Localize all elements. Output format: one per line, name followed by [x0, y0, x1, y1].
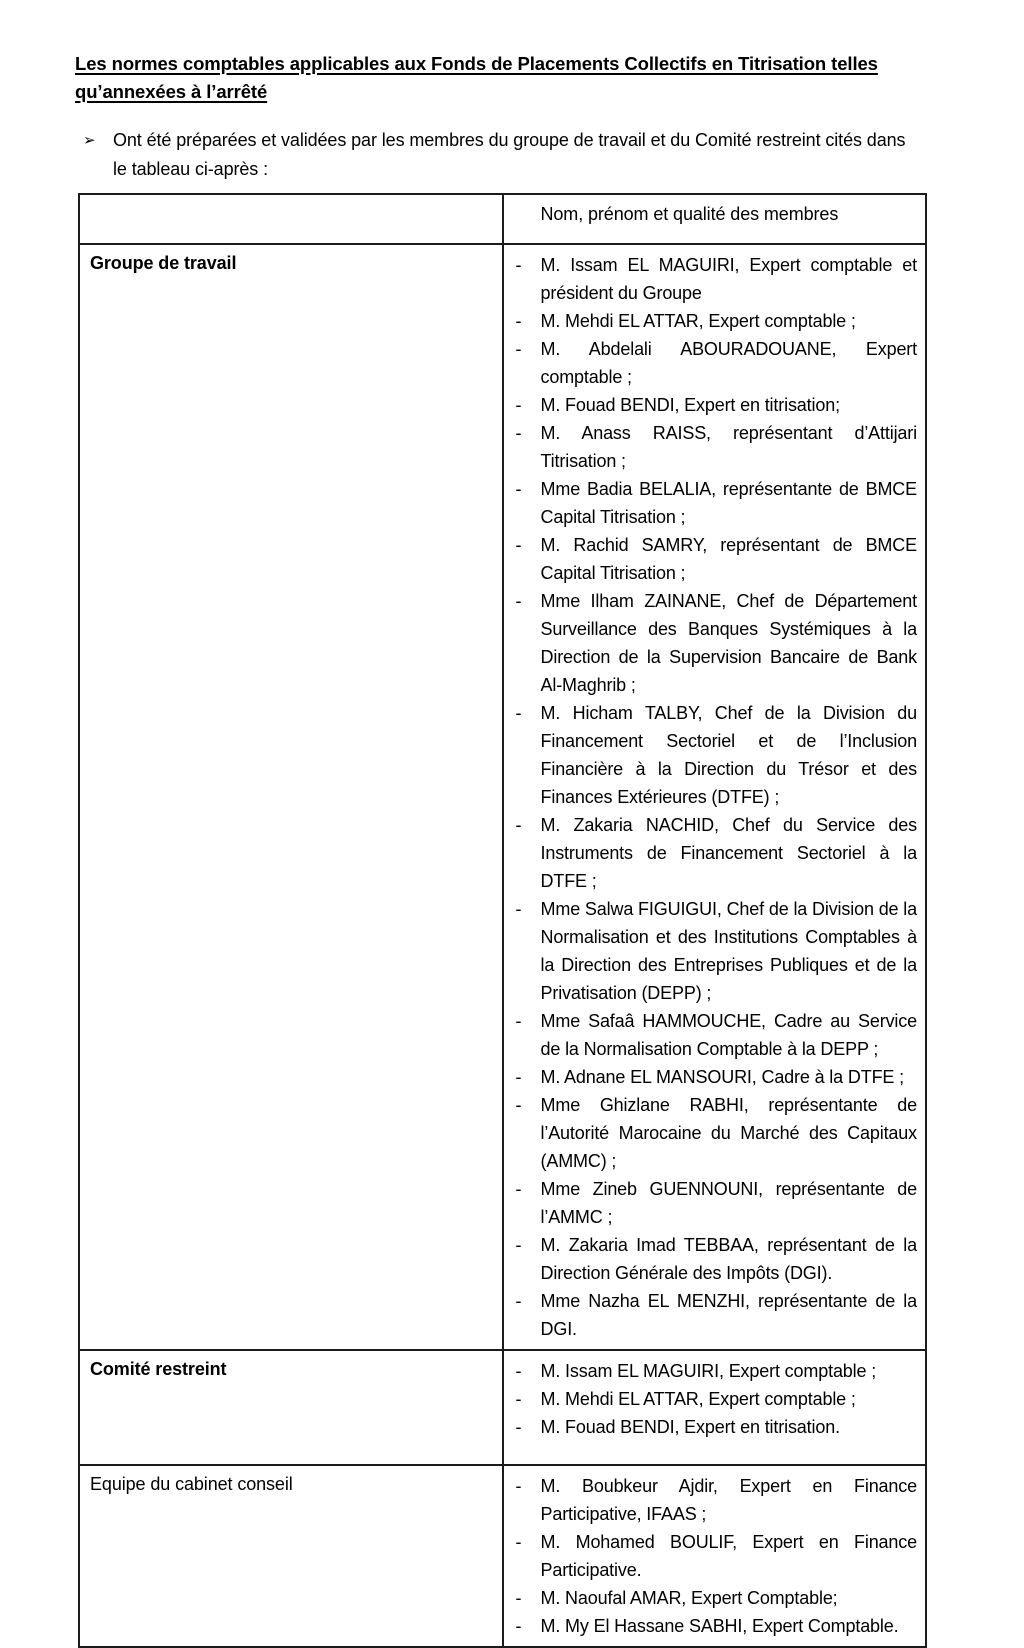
members-cell-equipe-cabinet-conseil	[503, 1465, 927, 1647]
member-item: - Mme Salwa FIGUIGUI, Chef de la Division de la Normalisation et des Institutions Comptables à la Direction des Entreprises Publiques et de la Privatisation (DEPP) ;	[504, 895, 918, 1007]
member-item: - M. Anass RAISS, représentant d’Attijari Titrisation ;	[504, 419, 918, 475]
member-list-equipe-cabinet-conseil	[504, 1472, 918, 1640]
table-row-comite-restreint	[79, 1350, 926, 1465]
members-cell-groupe-de-travail	[503, 244, 927, 1350]
members-table	[78, 193, 927, 1648]
member-item: - M. Fouad BENDI, Expert en titrisation.	[504, 1413, 918, 1441]
intro-bullet-paragraph	[75, 126, 920, 184]
intro-bullet-text: Ont été préparées et validées par les membres du groupe de travail et du Comité restreint cités dans le tableau ci-après :	[113, 130, 906, 179]
member-item: - Mme Ilham ZAINANE, Chef de Département Surveillance des Banques Systémiques à la Direction de la Supervision Bancaire de Bank Al-Maghrib ;	[504, 587, 918, 699]
arrow-bullet-icon: ➢	[83, 132, 96, 149]
member-list-groupe-de-travail	[504, 251, 918, 1343]
member-item: - M. Hicham TALBY, Chef de la Division du Financement Sectoriel et de l’Inclusion Financière à la Direction du Trésor et des Finances Extérieures (DTFE) ;	[504, 699, 918, 811]
member-item: - M. Mehdi EL ATTAR, Expert comptable ;	[504, 1385, 918, 1413]
table-row-equipe-cabinet-conseil	[79, 1465, 926, 1647]
member-item: - Mme Badia BELALIA, représentante de BMCE Capital Titrisation ;	[504, 475, 918, 531]
table-header-row	[79, 194, 926, 244]
member-item: - Mme Zineb GUENNOUNI, représentante de l’AMMC ;	[504, 1175, 918, 1231]
row-label-equipe-cabinet-conseil: Equipe du cabinet conseil	[79, 1465, 503, 1647]
member-item: - Mme Nazha EL MENZHI, représentante de la DGI.	[504, 1287, 918, 1343]
member-item: - M. Abdelali ABOURADOUANE, Expert comptable ;	[504, 335, 918, 391]
member-item: - M. Issam EL MAGUIRI, Expert comptable et président du Groupe	[504, 251, 918, 307]
member-item: - M. Issam EL MAGUIRI, Expert comptable ;	[504, 1357, 918, 1385]
row-label-groupe-de-travail: Groupe de travail	[79, 244, 503, 1350]
member-item: - Mme Safaâ HAMMOUCHE, Cadre au Service de la Normalisation Comptable à la DEPP ;	[504, 1007, 918, 1063]
member-item: - M. Rachid SAMRY, représentant de BMCE Capital Titrisation ;	[504, 531, 918, 587]
member-item: - M. Mehdi EL ATTAR, Expert comptable ;	[504, 307, 918, 335]
member-list-comite-restreint	[504, 1357, 918, 1441]
member-item: - M. Naoufal AMAR, Expert Comptable;	[504, 1584, 918, 1612]
member-item: - M. My El Hassane SABHI, Expert Comptable.	[504, 1612, 918, 1640]
table-header-cell: Nom, prénom et qualité des membres	[503, 194, 927, 244]
member-item: - Mme Ghizlane RABHI, représentante de l’Autorité Marocaine du Marché des Capitaux (AMMC) ;	[504, 1091, 918, 1175]
member-item: - M. Adnane EL MANSOURI, Cadre à la DTFE ;	[504, 1063, 918, 1091]
table-header-empty-cell	[79, 194, 503, 244]
row-label-comite-restreint: Comité restreint	[79, 1350, 503, 1465]
document-title: Les normes comptables applicables aux Fonds de Placements Collectifs en Titrisation telles qu’annexées à l’arrêté	[75, 53, 878, 102]
member-item: - M. Zakaria Imad TEBBAA, représentant de la Direction Générale des Impôts (DGI).	[504, 1231, 918, 1287]
table-row-groupe-de-travail	[79, 244, 926, 1350]
member-item: - M. Zakaria NACHID, Chef du Service des Instruments de Financement Sectoriel à la DTFE ;	[504, 811, 918, 895]
member-item: - M. Mohamed BOULIF, Expert en Finance Participative.	[504, 1528, 918, 1584]
member-item: - M. Boubkeur Ajdir, Expert en Finance Participative, IFAAS ;	[504, 1472, 918, 1528]
members-cell-comite-restreint	[503, 1350, 927, 1465]
member-item: - M. Fouad BENDI, Expert en titrisation;	[504, 391, 918, 419]
